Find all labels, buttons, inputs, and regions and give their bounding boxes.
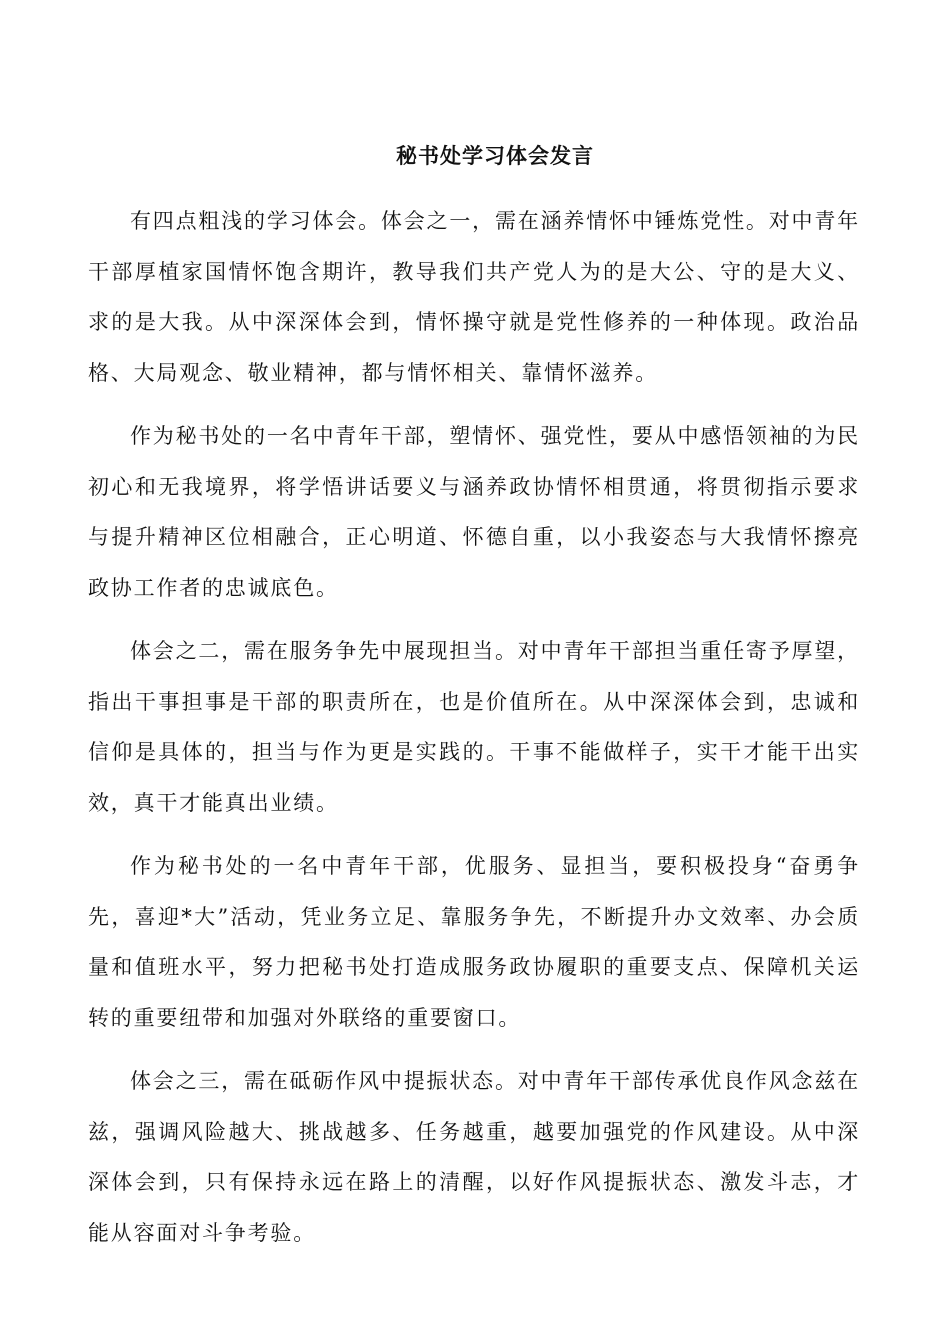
paragraph-1: 有四点粗浅的学习体会。体会之一，需在涵养情怀中锤炼党性。对中青年干部厚植家国情怀饱含期许，教导我们共产党人为的是大公、守的是大义、求的是大我。从中深深体会到，情怀操守就是党性修养的一种体现。政治品格、大局观念、敬业精神，都与情怀相关、靠情怀滋养。 [88,209,860,385]
document-title: 秘书处学习体会发言 [396,143,594,168]
paragraph-5: 体会之三，需在砥砺作风中提振状态。对中青年干部传承优良作风念兹在兹，强调风险越大、挑战越多、任务越重，越要加强党的作风建设。从中深深体会到，只有保持永远在路上的清醒，以好作风提振状态、激发斗志，才能从容面对斗争考验。 [88,1069,860,1245]
paragraph-4: 作为秘书处的一名中青年干部，优服务、显担当，要积极投身“奋勇争先，喜迎*大”活动，凭业务立足、靠服务争先，不断提升办文效率、办会质量和值班水平，努力把秘书处打造成服务政协履职的重要支点、保障机关运转的重要纽带和加强对外联络的重要窗口。 [88,854,860,1030]
paragraph-3: 体会之二，需在服务争先中展现担当。对中青年干部担当重任寄予厚望，指出干事担事是干部的职责所在，也是价值所在。从中深深体会到，忠诚和信仰是具体的，担当与作为更是实践的。干事不能做样子，实干才能干出实效，真干才能真出业绩。 [88,639,860,815]
document-body [88,196,860,1271]
paragraph-2: 作为秘书处的一名中青年干部，塑情怀、强党性，要从中感悟领袖的为民初心和无我境界，将学悟讲话要义与涵养政协情怀相贯通，将贯彻指示要求与提升精神区位相融合，正心明道、怀德自重，以小我姿态与大我情怀擦亮政协工作者的忠诚底色。 [88,424,860,600]
